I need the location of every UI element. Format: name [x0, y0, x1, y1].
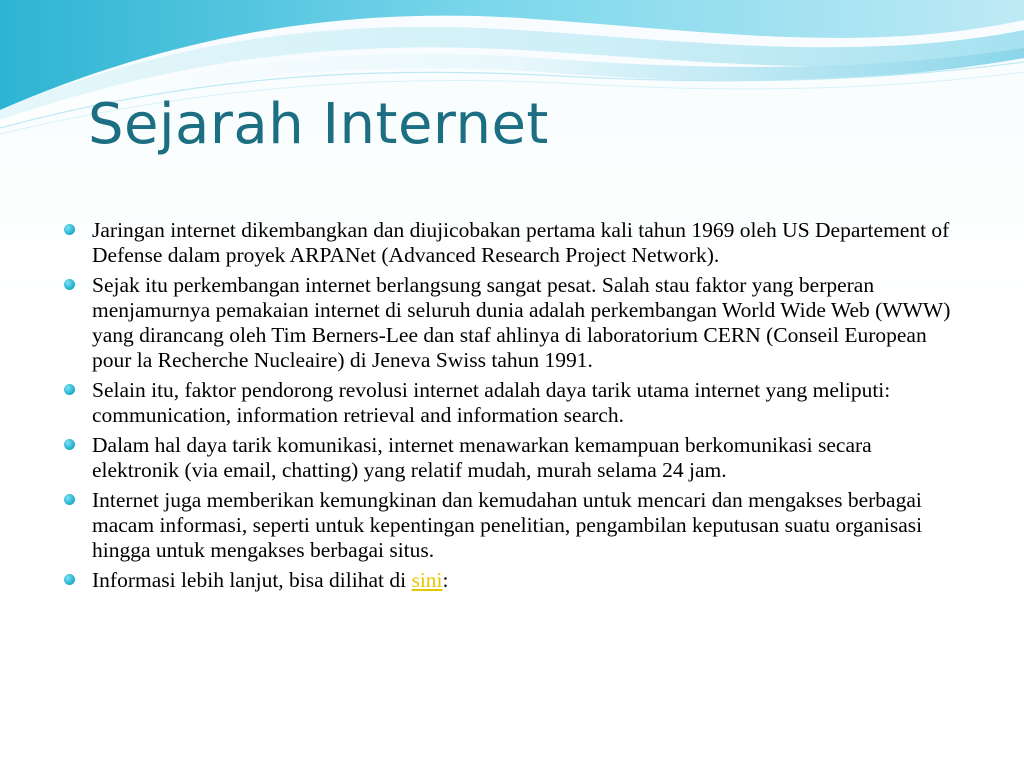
- bullet-text: Selain itu, faktor pendorong revolusi internet adalah daya tarik utama internet yang meliputi: communication, information retrieval and information search.: [92, 378, 891, 427]
- slide-title: Sejarah Internet: [88, 92, 549, 157]
- bullet-text: Sejak itu perkembangan internet berlangsung sangat pesat. Salah stau faktor yang berperan menjamurnya pemakaian internet di seluruh dunia adalah perkembangan World Wide Web (WWW) yang dirancang oleh Tim Berners-Lee dan staf ahlinya di laboratorium CERN (Conseil European pour la Recherche Nucleaire) di Jeneva Swiss tahun 1991.: [92, 273, 951, 372]
- bullet-icon: [64, 494, 75, 505]
- bullet-item-more-info: [62, 568, 962, 593]
- bullet-list: [62, 218, 962, 598]
- bullet-text: Jaringan internet dikembangkan dan diujicobakan pertama kali tahun 1969 oleh US Departement of Defense dalam proyek ARPANet (Advanced Research Project Network).: [92, 218, 950, 267]
- more-info-link[interactable]: sini: [411, 568, 443, 592]
- bullet-text: Internet juga memberikan kemungkinan dan kemudahan untuk mencari dan mengakses berbagai macam informasi, seperti untuk kepentingan penelitian, pengambilan keputusan suatu organisasi hingga untuk mengakses berbagai situs.: [92, 488, 923, 562]
- bullet-item: [62, 273, 962, 373]
- bullet-item: [62, 488, 962, 563]
- bullet-item: [62, 218, 962, 268]
- bullet-icon: [64, 224, 75, 235]
- bullet-text: Dalam hal daya tarik komunikasi, internet menawarkan kemampuan berkomunikasi secara elektronik (via email, chatting) yang relatif mudah, murah selama 24 jam.: [92, 433, 872, 482]
- bullet-item: [62, 378, 962, 428]
- more-info-suffix: :: [442, 568, 449, 592]
- bullet-icon: [64, 279, 75, 290]
- bullet-icon: [64, 384, 75, 395]
- bullet-item: [62, 433, 962, 483]
- bullet-icon: [64, 439, 75, 450]
- bullet-icon: [64, 574, 75, 585]
- more-info-prefix: Informasi lebih lanjut, bisa dilihat di: [92, 568, 412, 592]
